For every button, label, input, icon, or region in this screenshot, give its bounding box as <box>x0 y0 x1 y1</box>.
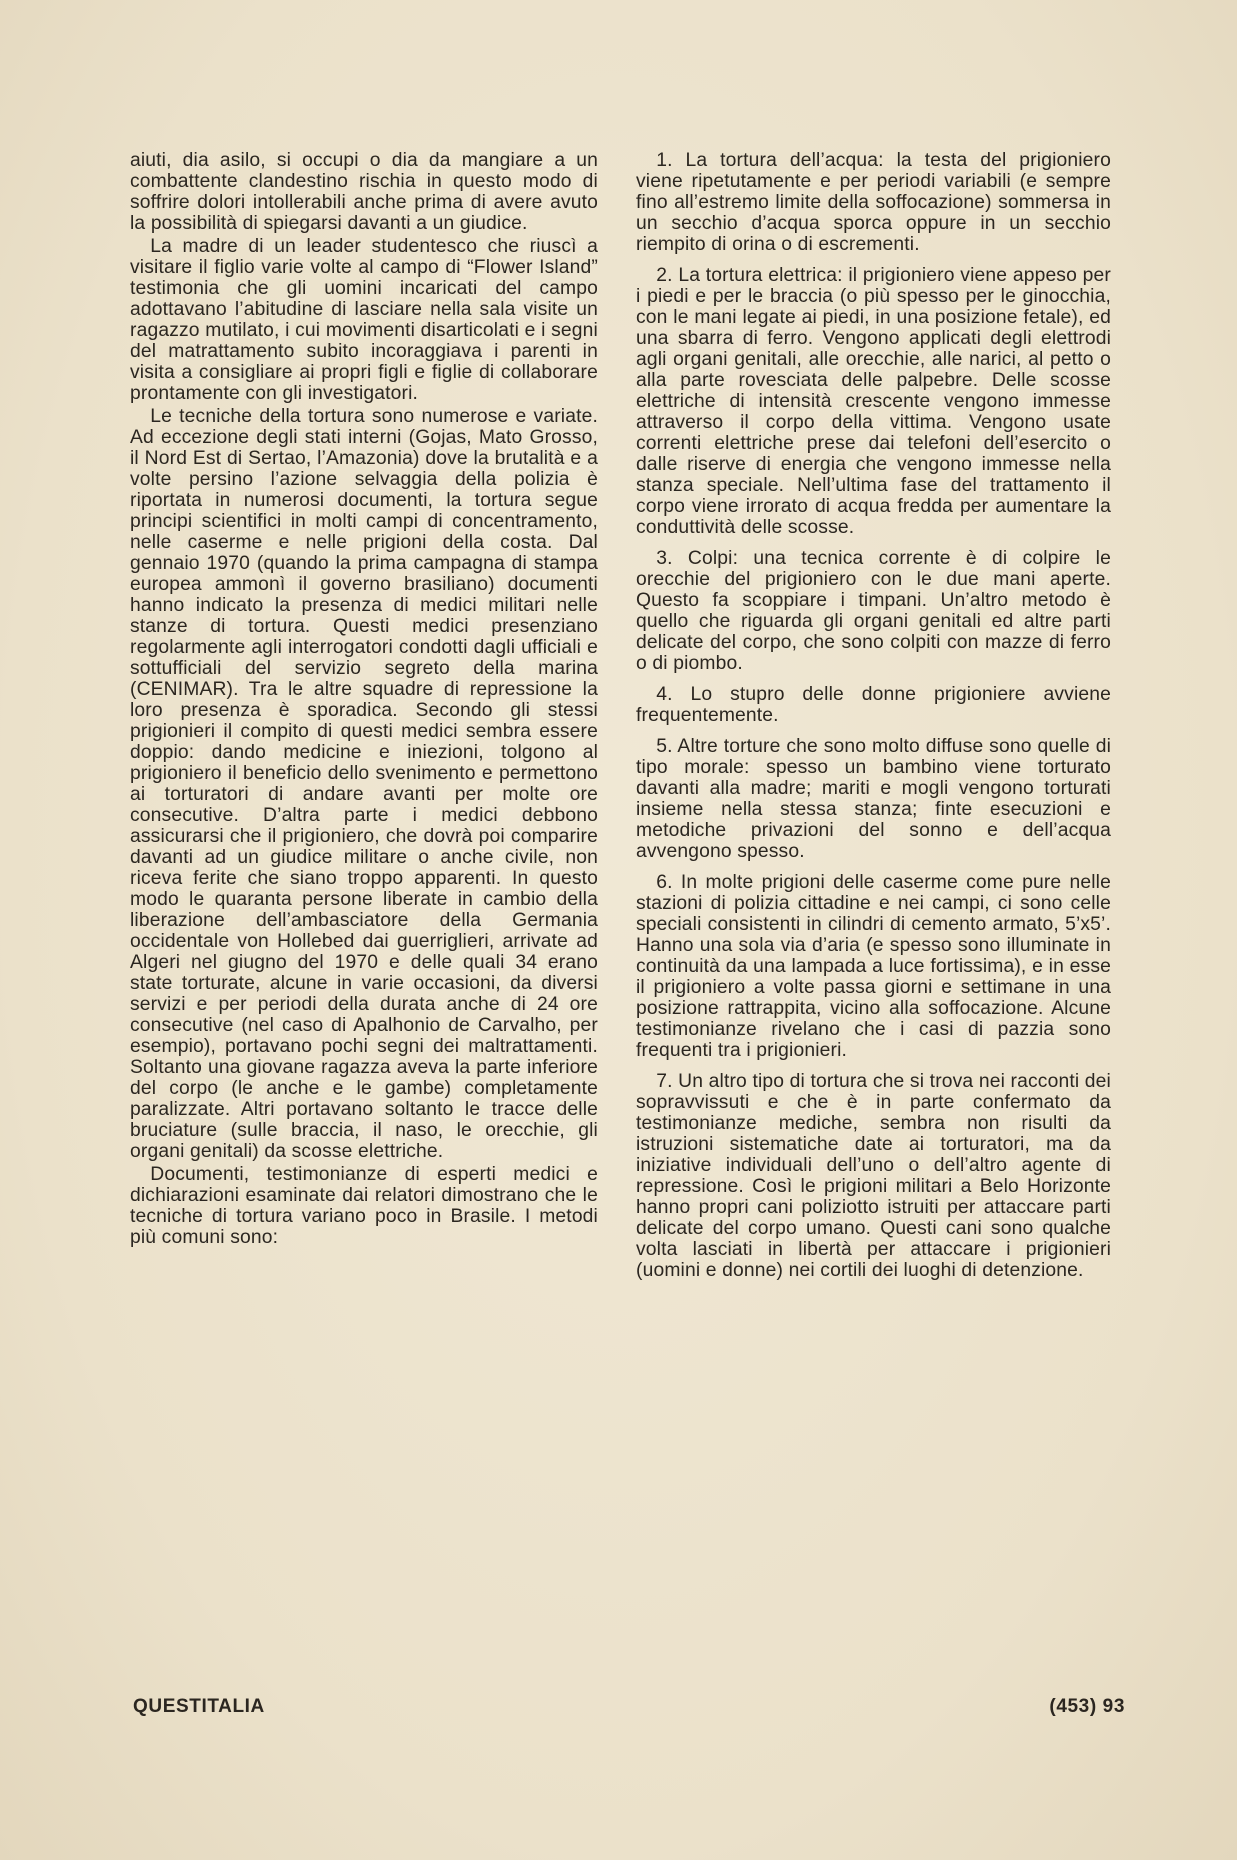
list-item-special-cells: 6. In molte prigioni delle caserme come pure nelle stazioni di polizia cittadine e nei campi, ci sono celle speciali consistenti in cilindri di cemento armato, 5’x5’. Hanno una sola via d’aria (e spesso sono illuminate in continuità da una lampada a luce fortissima), e in esse il prigioniero a volte passa giorni e settimane in una posizione rattrappita, vicino alla soffocazione. Alcune testimonianze rivelano che i casi di pazzia sono frequenti tra i prigionieri. <box>636 872 1111 1061</box>
paragraph: aiuti, dia asilo, si occupi o dia da mangiare a un combattente clandestino rischia in questo modo di soffrire dolori intollerabili anche prima di avere avuto la possibilità di spiegarsi davanti a un giudice. <box>130 150 598 234</box>
right-text-column <box>636 150 1111 1291</box>
page-number: (453) 93 <box>1049 1696 1125 1717</box>
paragraph: La madre di un leader studentesco che riuscì a visitare il figlio varie volte al campo di “Flower Island” testimonia che gli uomini incaricati del campo adottavano l’abitudine di lasciare nella sala visite un ragazzo mutilato, i cui movimenti disarticolati e i segni del matrattamento subito incoraggiava i parenti in visita a consigliare ai propri figli e figlie di collaborare prontamente con gli investigatori. <box>130 236 598 404</box>
list-item-blows: 3. Colpi: una tecnica corrente è di colpire le orecchie del prigioniero con le due mani aperte. Questo fa scoppiare i timpani. Un’altro metodo è quello che riguarda gli organi genitali ed altre parti delicate del corpo, che sono colpiti con mazze di ferro o di piombo. <box>636 548 1111 674</box>
paragraph: Le tecniche della tortura sono numerose e variate. Ad eccezione degli stati interni (Gojas, Mato Grosso, il Nord Est di Sertao, l’Amazonia) dove la brutalità e a volte persino l’azione selvaggia della polizia è riportata in numerosi documenti, la tortura segue principi scientifici in molti campi di concentramento, nelle caserme e nelle prigioni della costa. Dal gennaio 1970 (quando la prima campagna di stampa europea ammonì il governo brasiliano) documenti hanno indicato la presenza di medici militari nelle stanze di tortura. Questi medici presenziano regolarmente agli interrogatori condotti dagli ufficiali e sottufficiali del servizio segreto della marina (CENIMAR). Tra le altre squadre di repressione la loro presenza è sporadica. Secondo gli stessi prigionieri il compito di questi medici sembra essere doppio: dando medicine e iniezioni, tolgono al prigioniero il beneficio dello svenimento e permettono ai torturatori di andare avanti per molte ore consecutive. D’altra parte i medici debbono assicurarsi che il prigioniero, che dovrà poi comparire davanti ad un giudice militare o anche civile, non riceva ferite che siano troppo apparenti. In questo modo le quaranta persone liberate in cambio della liberazione dell’ambasciatore della Germania occidentale von Hollebed dai guerriglieri, arrivate ad Algeri nel giugno del 1970 e delle quali 34 erano state torturate, alcune in varie occasioni, da diversi servizi e per periodi della durata anche di 24 ore consecutive (nel caso di Apalhonio de Carvalho, per esempio), portavano pochi segni dei maltrattamenti. Soltanto una giovane ragazza aveva la parte inferiore del corpo (le anche e le gambe) completamente paralizzate. Altri portavano soltanto le tracce delle bruciature (sulle braccia, il naso, le orecchie, gli organi genitali) da scosse elettriche. <box>130 406 598 1162</box>
paragraph: Documenti, testimonianze di esperti medici e dichiarazioni esaminate dai relatori dimostrano che le tecniche di tortura variano poco in Brasile. I metodi più comuni sono: <box>130 1164 598 1248</box>
list-item-water-torture: 1. La tortura dell’acqua: la testa del prigioniero viene ripetutamente e per periodi variabili (e sempre fino all’estremo limite della soffocazione) sommersa in un secchio d’acqua sporca oppure in un secchio riempito di orina o di escrementi. <box>636 150 1111 255</box>
left-text-column <box>130 150 598 1250</box>
list-item-electric-torture: 2. La tortura elettrica: il prigioniero viene appeso per i piedi e per le braccia (o più spesso per le ginocchia, con le mani legate ai piedi, in una posizione fetale), ed una sbarra di ferro. Vengono applicati degli elettrodi agli organi genitali, alle orecchie, alle narici, al petto o alla parte rovesciata delle palpebre. Delle scosse elettriche di intensità crescente vengono immesse attraverso il corpo della vittima. Vengono usate correnti elettriche prese dai telefoni dell’esercito o dalle riserve di energia che vengono immesse nella stanza speciale. Nell’ultima fase del trattamento il corpo viene irrorato di acqua fredda per aumentare la conduttività delle scosse. <box>636 265 1111 538</box>
list-item-rape: 4. Lo stupro delle donne prigioniere avviene frequentemente. <box>636 684 1111 726</box>
list-item-moral-torture: 5. Altre torture che sono molto diffuse sono quelle di tipo morale: spesso un bambino viene torturato davanti alla madre; mariti e mogli vengono torturati insieme nella stessa stanza; finte esecuzioni e metodiche privazioni del sonno e dell’acqua avvengono spesso. <box>636 736 1111 862</box>
publication-name: QUESTITALIA <box>133 1696 265 1717</box>
list-item-police-dogs: 7. Un altro tipo di tortura che si trova nei racconti dei sopravvissuti e che è in parte confermato da testimonianze mediche, sembra non risulti da istruzioni sistematiche date ai torturatori, ma da iniziative individuali dell’uno o dell’altro agente di repressione. Così le prigioni militari a Belo Horizonte hanno propri cani poliziotto istruiti per attaccare parti delicate del corpo umano. Questi cani sono qualche volta lasciati in libertà per attaccare i prigionieri (uomini e donne) nei cortili dei luoghi di detenzione. <box>636 1071 1111 1281</box>
